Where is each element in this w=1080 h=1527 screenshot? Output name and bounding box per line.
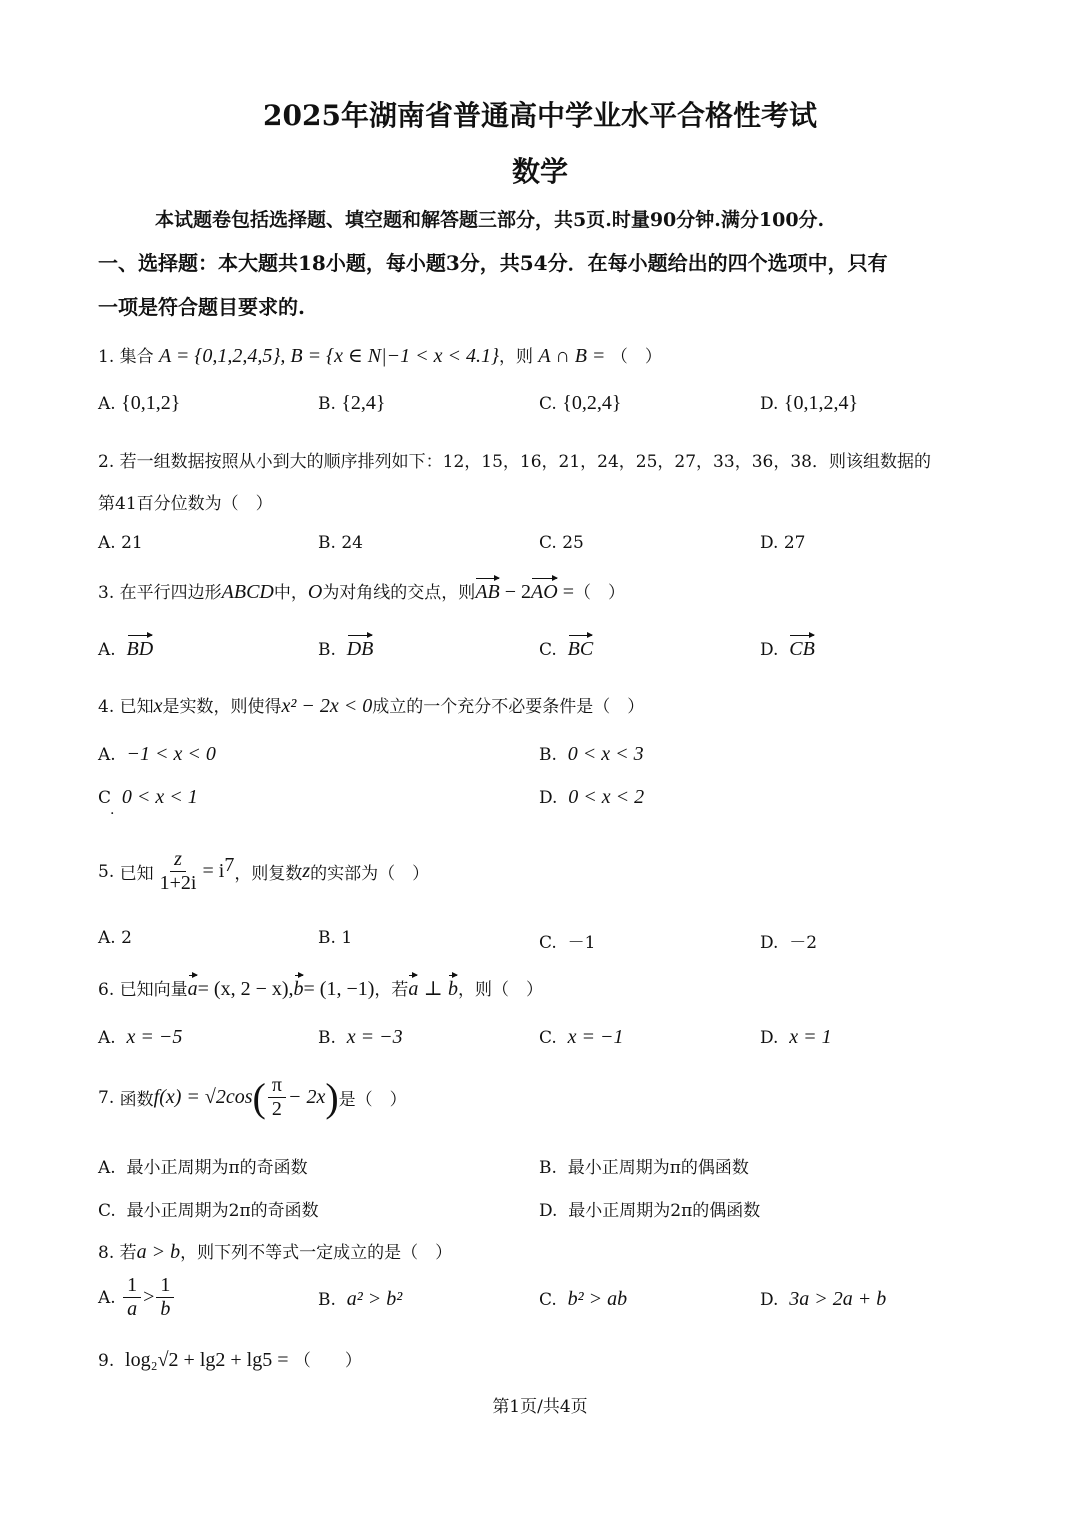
question-9 [98,1346,362,1372]
answer-blank: （ ） [293,1351,362,1371]
option-label: A. [98,533,116,553]
fraction-denominator: b [160,1298,171,1320]
question-1 [98,336,662,377]
question-number: 3. [98,583,115,603]
question-text: 已知 [119,697,154,717]
option-value: DB [346,638,374,660]
option-label: D. [760,933,779,953]
option-label: C. [539,1028,557,1048]
exam-title: 2025年湖南省普通高中学业水平合格性考试 [263,99,817,132]
option-label: A. [98,928,116,948]
q1-option-c[interactable] [539,392,621,415]
q2-option-b[interactable] [318,533,363,553]
q3-option-b[interactable] [318,638,373,661]
exam-intro: 本试题卷包括选择题、填空题和解答题三部分，共5页.时量90分钟.满分100分. [155,209,825,231]
greater-than: > [143,1286,155,1308]
fraction-denominator: 2 [271,1098,282,1120]
q3-option-a[interactable] [98,638,153,661]
option-label: A. [98,1158,116,1178]
option-value: 27 [783,533,806,553]
question-text: 函数 [119,1090,154,1110]
option-value: {0,1,2,4} [783,392,859,414]
fraction-numerator: π [268,1074,286,1098]
q7-option-a[interactable] [98,1153,308,1178]
question-number: 6. [98,980,115,1000]
question-math: = [557,581,574,603]
question-math: − 2 [499,581,532,603]
question-2-line2: 第41百分位数为（ ） [98,494,273,514]
option-label: B. [318,1290,336,1310]
option-value: 最小正周期为2π的奇函数 [126,1201,319,1221]
q1-option-b[interactable] [318,392,386,415]
fraction-denominator: 1+2i [159,872,197,894]
option-label: B. [318,1028,336,1048]
q6-option-b[interactable] [318,1026,403,1049]
option-value: x = −3 [346,1026,403,1048]
option-value: 1 [341,928,353,948]
stray-dot: . [110,802,115,818]
perpendicular-symbol: ⊥ [423,978,443,1000]
q2-option-d[interactable] [760,533,805,553]
question-math: A ∩ B = [538,345,606,367]
option-value: 最小正周期为π的偶函数 [567,1158,749,1178]
option-value: －2 [789,933,818,953]
question-number: 7. [98,1087,115,1108]
question-text: ，则 [499,347,533,367]
option-label: C [98,788,112,808]
question-math: x² − 2x < 0 [281,695,373,717]
question-math: A = {0,1,2,4,5}, B = {x ∈ N|−1 < x < 4.1} [159,345,499,367]
right-paren: ) [325,1075,339,1120]
question-text: ，则复数 [234,864,303,884]
question-text: ，则（ ） [458,980,544,1000]
option-label: D. [760,640,779,660]
option-label: C. [539,533,557,553]
option-value: {0,1,2} [121,392,181,414]
page-footer: 第1页/共4页 [492,1397,588,1417]
question-text: 是实数，则使得 [162,697,282,717]
question-text: 集合 [119,347,154,367]
fraction [156,848,201,895]
option-label: D. [760,394,779,414]
option-label: C. [539,640,557,660]
option-label: A. [98,394,116,414]
option-value: BC [567,638,594,660]
question-math: = i [202,860,225,882]
option-label: D. [539,788,558,808]
question-8 [98,1238,452,1264]
option-label: B. [318,533,336,553]
option-label: A. [98,640,116,660]
question-number: 4. [98,697,115,717]
question-text: 中， [273,583,308,603]
option-value: x = −5 [126,1026,183,1048]
option-value: －1 [567,933,596,953]
question-text: 已知 [119,864,154,884]
option-value: x = 1 [789,1026,832,1048]
exponent: 7 [224,854,235,876]
question-math: − 2x [287,1086,326,1108]
option-value: CB [789,638,815,660]
question-math: = (1, −1) [303,978,375,1000]
question-7 [98,1074,407,1121]
question-text: 在平行四边形 [119,583,222,603]
option-value: 3a > 2a + b [789,1288,887,1310]
q5-option-a[interactable] [98,928,132,948]
vector-a: a [408,978,419,1000]
left-paren: ( [252,1075,266,1120]
option-value: 25 [562,533,584,553]
q4-option-d[interactable] [539,786,644,809]
option-label: B. [318,928,336,948]
option-label: A. [98,1287,116,1308]
question-text: ，若 [374,980,409,1000]
option-value: {2,4} [341,392,386,414]
vector-ao: AO [531,581,558,603]
question-math: O [307,581,323,603]
question-text: 若 [119,1243,137,1263]
option-label: D. [539,1201,558,1221]
question-math: x [153,695,163,717]
option-label: D. [760,1290,779,1310]
option-label: A. [98,745,116,765]
option-label: B. [539,745,557,765]
question-3 [98,578,625,604]
question-math: f(x) = √2cos [153,1086,253,1108]
option-label: C. [539,1290,557,1310]
q7-option-d[interactable] [539,1196,760,1221]
option-value: 24 [341,533,363,553]
option-label: C. [98,1201,116,1221]
option-value: b² > ab [567,1288,628,1310]
option-label: C. [539,933,557,953]
q4-option-b[interactable] [539,743,644,766]
option-label: B. [318,394,336,414]
vector-b: b [448,978,459,1000]
option-value: −1 < x < 0 [126,743,216,765]
option-value: 最小正周期为π的奇函数 [126,1158,308,1178]
option-label: B. [318,640,336,660]
option-value: x = −1 [567,1026,624,1048]
q1-option-a[interactable] [98,392,180,415]
question-math: a > b [136,1241,181,1263]
question-text: 已知向量 [119,980,188,1000]
question-text: ，则下列不等式一定成立的是（ ） [180,1243,453,1263]
fraction [156,1274,174,1321]
fraction-denominator: a [127,1298,138,1320]
option-label: D. [760,1028,779,1048]
question-number: 9. [98,1351,115,1371]
question-text: 是（ ） [338,1090,407,1110]
q5-option-c[interactable] [539,928,595,953]
question-math: ABCD [221,581,274,603]
vector-ab: AB [475,581,500,603]
option-value: 最小正周期为2π的偶函数 [568,1201,761,1221]
q7-option-c[interactable] [98,1196,319,1221]
exam-subject: 数学 [511,155,568,188]
q7-option-b[interactable] [539,1153,749,1178]
option-label: A. [98,1028,116,1048]
section-header-line1: 一、选择题：本大题共18小题，每小题3分，共54分．在每小题给出的四个选项中，只有 [98,251,888,275]
option-value: 0 < x < 2 [568,786,645,808]
option-value: {0,2,4} [562,392,622,414]
option-value: 2 [121,928,132,948]
question-number: 8. [98,1243,115,1263]
question-number: 5. [98,861,115,882]
option-label: C. [539,394,557,414]
fraction [268,1074,286,1121]
question-text: 为对角线的交点，则 [322,583,476,603]
question-text: 若一组数据按照从小到大的顺序排列如下：12，15，16，21，24，25，27，33，36，38．则该组数据的 [119,452,931,472]
fraction-numerator: z [170,848,186,872]
answer-blank: （ ） [610,347,662,367]
fraction [123,1274,141,1321]
q3-option-c[interactable] [539,638,593,661]
question-math: = (x, 2 − x), [197,978,294,1000]
question-math: log₂√2 + lg2 + lg5 = [125,1349,289,1371]
option-value: BD [126,638,154,660]
question-text: 成立的一个充分不必要条件是（ ） [372,697,645,717]
q6-option-a[interactable] [98,1026,182,1049]
question-4 [98,692,644,718]
fraction-numerator: 1 [156,1274,174,1298]
vector-b: b [293,978,304,1000]
q8-option-b[interactable] [318,1288,402,1311]
q8-option-c[interactable] [539,1288,627,1311]
vector-a: a [187,978,198,1000]
question-2-line1 [98,447,931,472]
option-value: 0 < x < 3 [567,743,644,765]
option-value: a² > b² [346,1288,403,1310]
question-6 [98,975,543,1001]
q2-option-a[interactable] [98,533,143,553]
question-math: z [302,860,311,882]
q8-option-a[interactable] [98,1274,176,1321]
q6-option-c[interactable] [539,1026,624,1049]
q5-option-d[interactable] [760,928,817,953]
question-5 [98,848,429,895]
fraction-numerator: 1 [123,1274,141,1298]
answer-blank: （ ） [573,583,625,603]
q4-option-a[interactable] [98,743,216,766]
q1-option-d[interactable] [760,392,858,415]
option-label: D. [760,533,779,553]
question-text: 的实部为（ ） [310,864,430,884]
q6-option-d[interactable] [760,1026,832,1049]
q8-option-d[interactable] [760,1288,886,1311]
q5-option-b[interactable] [318,928,352,948]
q2-option-c[interactable] [539,533,584,553]
option-label: B. [539,1158,557,1178]
option-value: 0 < x < 1 [121,786,198,808]
section-header-line2: 一项是符合题目要求的. [98,295,305,319]
question-number: 2. [98,452,115,472]
q3-option-d[interactable] [760,638,815,661]
option-value: 21 [121,533,143,553]
question-number: 1. [98,347,115,367]
